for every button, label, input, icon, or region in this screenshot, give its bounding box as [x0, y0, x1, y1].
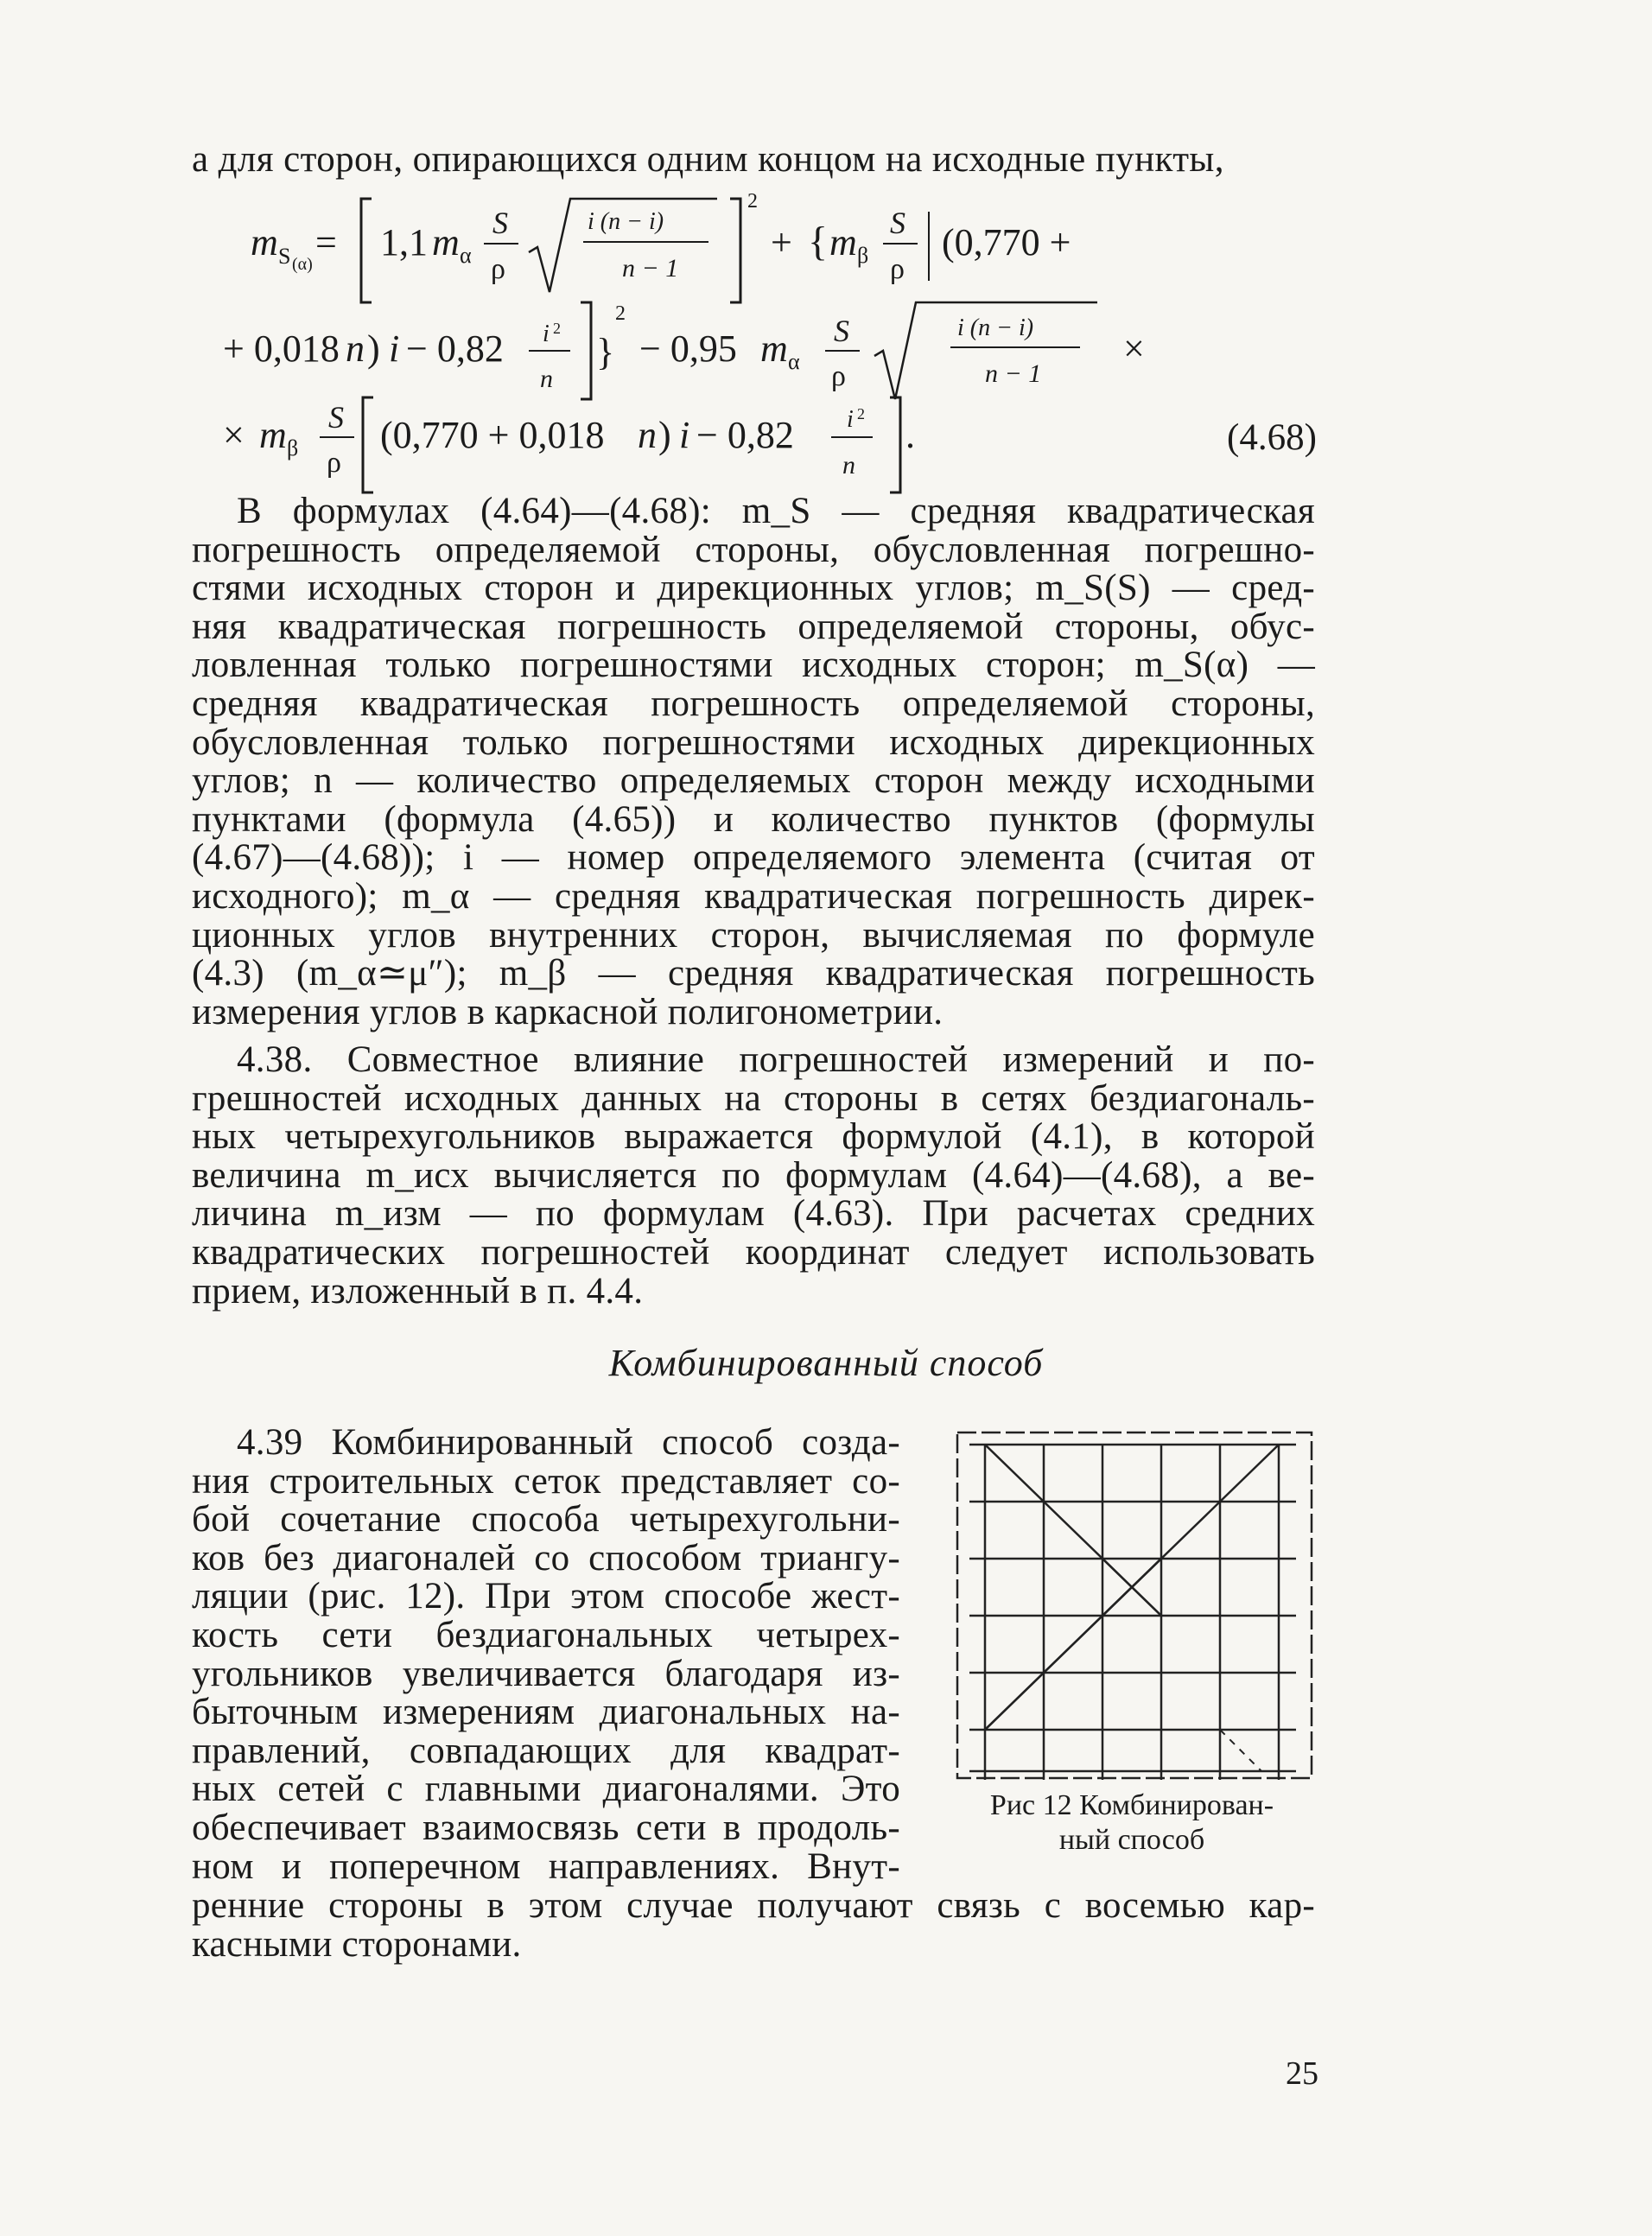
paragraph-4-39: [192, 1424, 900, 1886]
text-line: (4.67)—(4.68)); i — номер определяемого элемента (считая от: [192, 837, 1315, 879]
section-heading: Комбинированный способ: [608, 1342, 1044, 1384]
text-line: ном и поперечном направлениях. Внут-: [192, 1845, 900, 1887]
svg-text:i: i: [679, 414, 690, 456]
text-line: обусловленная только погрешностями исходных дирекционных: [192, 721, 1315, 763]
text-line: прием, изложенный в п. 4.4.: [192, 1270, 644, 1312]
svg-text:=: =: [315, 221, 337, 264]
text-line: измерения углов в каркасной полигонометрии.: [192, 991, 944, 1032]
svg-text:α: α: [788, 349, 800, 374]
text-line: углов; n — количество определяемых сторон между исходными: [192, 760, 1315, 802]
svg-text:×: ×: [223, 414, 245, 456]
text-line: касными сторонами.: [192, 1923, 522, 1965]
svg-text:2: 2: [615, 302, 626, 325]
text-line: ных сетей с главными диагоналями. Это: [192, 1769, 900, 1810]
formula-svg: [0, 173, 1652, 536]
text-line: (4.3) (m_α≃μ″); m_β — средняя квадратическая погрешность: [192, 953, 1315, 994]
text-line: быточным измерениям диагональных на-: [192, 1692, 900, 1733]
text-line: обеспечивает взаимосвязь сети в продоль-: [192, 1807, 900, 1848]
svg-text:+: +: [771, 221, 792, 264]
text-line: погрешность определяемой стороны, обусловленная погрешно-: [192, 529, 1315, 570]
text-line: средняя квадратическая погрешность определяемой стороны,: [192, 683, 1315, 724]
figure-12-grid: [950, 1426, 1331, 1788]
text-line: бой сочетание способа четырехугольни-: [192, 1499, 900, 1540]
svg-text:− 0,82: − 0,82: [696, 414, 794, 456]
text-line: правлений, совпадающих для квадрат-: [192, 1730, 900, 1771]
text-line: грешностей исходных данных на стороны в сетях бездиагональ-: [192, 1077, 1315, 1119]
svg-text:i (n − i): i (n − i): [588, 208, 664, 235]
text-line: В формулах (4.64)—(4.68): m_S — средняя квадратическая: [237, 491, 1315, 531]
svg-text:S: S: [834, 314, 849, 348]
svg-text:n: n: [638, 414, 657, 456]
svg-text:− 0,82: − 0,82: [406, 327, 504, 370]
svg-text:S: S: [328, 400, 344, 435]
page-number: 25: [1286, 2055, 1318, 2092]
text-line: няя квадратическая погрешность определяемой стороны, обус-: [192, 606, 1315, 647]
svg-text:n: n: [540, 365, 553, 393]
equation-number: (4.68): [1227, 417, 1317, 458]
svg-text:i: i: [847, 406, 854, 433]
text-line: ных четырехугольников выражается формулой (4.1), в которой: [192, 1116, 1315, 1158]
text-line: ловленная только погрешностями исходных сторон; m_S(α) —: [192, 645, 1315, 686]
text-line: пунктами (формула (4.65)) и количество пунктов (формулы: [192, 798, 1315, 840]
svg-text:S: S: [492, 206, 508, 240]
text-line: квадратических погрешностей координат следует использовать: [192, 1231, 1315, 1273]
text-line: ков без диагоналей со способом триангу-: [192, 1537, 900, 1579]
svg-text:β: β: [287, 435, 299, 461]
formula-line1-lhs: m: [251, 221, 278, 264]
svg-text:m: m: [259, 414, 287, 456]
svg-text:− 0,95: − 0,95: [639, 327, 737, 370]
svg-text:n − 1: n − 1: [622, 254, 679, 283]
svg-text:S: S: [890, 206, 905, 240]
svg-text:2: 2: [857, 405, 865, 422]
svg-text:ρ: ρ: [491, 253, 505, 285]
svg-text:α: α: [460, 243, 472, 268]
text-line: ренние стороны в этом случае получают связь с восемью кар-: [192, 1885, 1315, 1926]
intro-line: а для сторон, опирающихся одним концом на исходные пункты,: [192, 139, 1224, 180]
svg-text:m: m: [829, 221, 857, 264]
svg-text:2: 2: [747, 190, 758, 213]
svg-text:×: ×: [1123, 327, 1145, 370]
svg-text:{: {: [808, 219, 829, 264]
svg-text:β: β: [857, 243, 869, 268]
svg-text:ρ: ρ: [890, 253, 905, 285]
paragraph-4-39-tail: [192, 1887, 1315, 1964]
text-line: 4.38. Совместное влияние погрешностей измерений и по-: [237, 1039, 1315, 1080]
svg-text:i: i: [389, 327, 400, 370]
svg-text:ρ: ρ: [831, 360, 846, 392]
svg-text:n: n: [842, 451, 855, 480]
svg-text:): ): [658, 414, 671, 456]
svg-text:n − 1: n − 1: [985, 359, 1042, 388]
svg-text:i: i: [543, 321, 550, 347]
text-line: кость сети бездиагональных четырех-: [192, 1614, 900, 1655]
text-line: личина m_изм — по формулам (4.63). При расчетах средних: [192, 1193, 1315, 1235]
figure-caption: [942, 1788, 1322, 1858]
paragraph-4-38: [192, 1041, 1315, 1311]
text-line: исходного); m_α — средняя квадратическая погрешность дирек-: [192, 875, 1315, 917]
text-line: стями исходных сторон и дирекционных углов; m_S(S) — сред-: [192, 568, 1315, 609]
svg-text:n: n: [346, 327, 365, 370]
text-line: ния строительных сеток представляет со-: [192, 1460, 900, 1502]
svg-text:i (n − i): i (n − i): [957, 314, 1034, 341]
svg-text:}: }: [596, 331, 615, 373]
svg-text:+ 0,018: + 0,018: [223, 327, 340, 370]
svg-text:ρ: ρ: [327, 447, 341, 479]
svg-text:1,1: 1,1: [380, 221, 428, 264]
svg-text:m: m: [432, 221, 460, 264]
svg-text:(0,770 + 0,018: (0,770 + 0,018: [380, 414, 605, 456]
text-line: 4.39 Комбинированный способ созда-: [237, 1422, 900, 1463]
paragraph-definitions: [192, 492, 1315, 1032]
caption-line: ный способ: [1058, 1824, 1205, 1856]
svg-text:): ): [367, 327, 380, 370]
formula-line1-lhs-sub: S: [278, 244, 291, 269]
svg-text:.: .: [905, 414, 915, 456]
text-line: ционных углов внутренних сторон, вычисляемая по формуле: [192, 914, 1315, 956]
text-line: величина m_исх вычисляется по формулам (4.64)—(4.68), а ве-: [192, 1154, 1315, 1196]
svg-text:(α): (α): [292, 255, 313, 274]
text-line: угольников увеличивается благодаря из-: [192, 1653, 900, 1694]
text-line: ляции (рис. 12). При этом способе жест-: [192, 1576, 900, 1617]
svg-text:(0,770 +: (0,770 +: [942, 221, 1071, 264]
svg-text:2: 2: [553, 320, 561, 337]
caption-line: Рис 12 Комбинирован-: [989, 1789, 1274, 1821]
svg-text:m: m: [760, 327, 788, 370]
